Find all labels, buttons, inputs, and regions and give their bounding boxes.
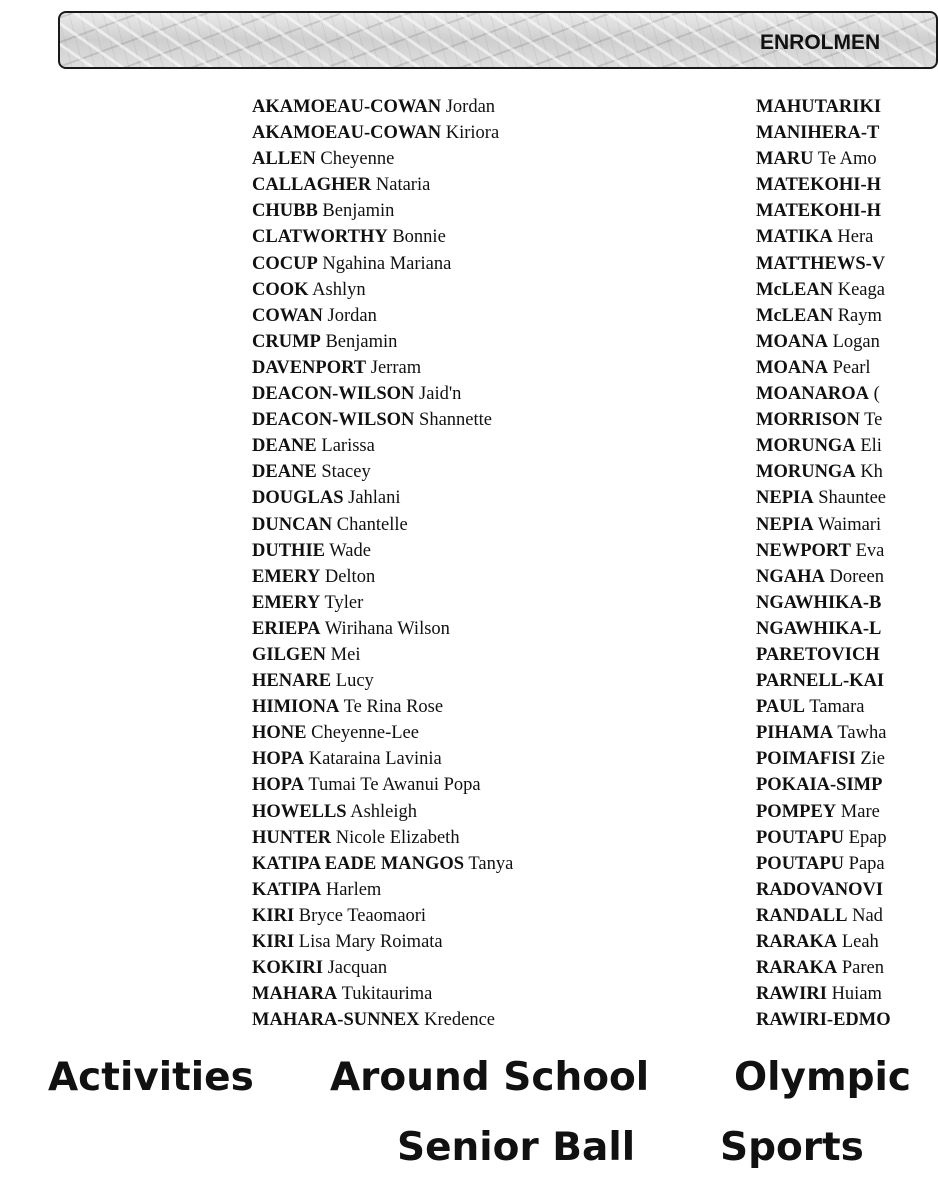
student-name-entry: [756, 433, 891, 459]
student-name-entry: [756, 694, 891, 720]
banner-title: ENROLMEN: [760, 31, 881, 54]
student-surname: DUTHIE: [252, 540, 325, 561]
student-given-name: Te Rina Rose: [343, 697, 444, 718]
student-surname: PIHAMA: [756, 723, 834, 744]
student-surname: RANDALL: [756, 905, 848, 926]
student-surname: POUTAPU: [756, 827, 845, 848]
student-given-name: Mare: [840, 801, 880, 822]
student-given-name: Kh: [860, 462, 883, 483]
student-name-entry: [252, 459, 513, 485]
student-surname: DEANE: [252, 462, 317, 483]
student-name-entry: [252, 120, 513, 146]
student-surname: AKAMOEAU-COWAN: [252, 97, 442, 117]
student-surname: HUNTER: [252, 827, 332, 848]
student-surname: NEWPORT: [756, 540, 851, 561]
student-given-name: Pearl: [832, 357, 871, 378]
student-name-entry: [252, 224, 513, 250]
sports-heading: Sports: [720, 1125, 864, 1170]
student-list-right: [756, 94, 891, 1033]
student-name-entry: [756, 329, 891, 355]
student-name-entry: [252, 1007, 513, 1033]
student-surname: COCUP: [252, 253, 318, 274]
student-name-entry: [756, 407, 891, 433]
student-surname: NEPIA: [756, 514, 814, 535]
student-surname: DEACON-WILSON: [252, 384, 415, 405]
student-name-entry: [252, 955, 513, 981]
student-name-entry: [252, 198, 513, 224]
student-given-name: Jahlani: [348, 488, 401, 509]
olympic-heading: Olympic: [734, 1055, 911, 1100]
student-given-name: Eli: [860, 436, 882, 457]
student-given-name: Ashleigh: [350, 801, 418, 822]
student-given-name: Ngahina Mariana: [322, 253, 452, 274]
student-surname: MANIHERA-T: [756, 123, 880, 144]
student-surname: MORRISON: [756, 410, 860, 431]
student-name-entry: [252, 251, 513, 277]
student-given-name: Jordan: [445, 97, 496, 117]
student-surname: McLEAN: [756, 305, 834, 326]
student-name-entry: [756, 851, 891, 877]
student-surname: KIRI: [252, 905, 295, 926]
student-name-entry: [756, 224, 891, 250]
student-name-entry: [252, 329, 513, 355]
student-given-name: Keaga: [837, 279, 885, 300]
student-surname: RADOVANOVI: [756, 879, 884, 900]
student-given-name: Tukitaurima: [341, 984, 433, 1005]
student-given-name: Delton: [324, 566, 376, 587]
student-given-name: Bryce Teaomaori: [298, 905, 427, 926]
student-given-name: Stacey: [321, 462, 371, 483]
student-surname: RARAKA: [756, 958, 838, 979]
student-name-entry: [252, 564, 513, 590]
student-surname: DEACON-WILSON: [252, 410, 415, 431]
student-surname: COWAN: [252, 305, 323, 326]
student-surname: CHUBB: [252, 201, 318, 222]
student-surname: McLEAN: [756, 279, 834, 300]
student-surname: PARNELL-KAI: [756, 671, 885, 692]
student-surname: RAWIRI: [756, 984, 827, 1005]
student-surname: PAUL: [756, 697, 805, 718]
student-name-entry: [756, 903, 891, 929]
student-given-name: Nataria: [375, 175, 431, 196]
student-name-entry: [756, 512, 891, 538]
student-surname: POMPEY: [756, 801, 837, 822]
student-given-name: Jaid'n: [419, 384, 462, 405]
student-given-name: Wade: [329, 540, 371, 561]
student-surname: MATTHEWS-V: [756, 253, 886, 274]
student-given-name: Nad: [852, 905, 883, 926]
student-list-left: [252, 94, 513, 1033]
student-name-entry: [756, 825, 891, 851]
student-given-name: Chantelle: [336, 514, 408, 535]
student-name-entry: [252, 668, 513, 694]
student-name-entry: [252, 825, 513, 851]
student-name-entry: [252, 799, 513, 825]
student-name-entry: [756, 277, 891, 303]
student-name-entry: [252, 616, 513, 642]
student-given-name: Raym: [837, 305, 882, 326]
student-name-entry: [756, 1007, 891, 1033]
student-surname: MAHUTARIKI: [756, 97, 882, 117]
student-name-entry: [252, 303, 513, 329]
student-name-entry: [252, 146, 513, 172]
student-name-entry: [756, 146, 891, 172]
student-given-name: Te Amo: [817, 149, 877, 170]
student-name-entry: [756, 720, 891, 746]
student-surname: PARETOVICH: [756, 644, 880, 665]
student-given-name: Benjamin: [322, 201, 395, 222]
student-surname: CALLAGHER: [252, 175, 372, 196]
student-surname: MARU: [756, 149, 814, 170]
student-given-name: Lucy: [335, 671, 374, 692]
student-given-name: Epap: [848, 827, 887, 848]
student-surname: HOPA: [252, 749, 305, 770]
student-name-entry: [252, 929, 513, 955]
student-surname: POIMAFISI: [756, 749, 856, 770]
student-name-entry: [756, 981, 891, 1007]
student-given-name: Lisa Mary Roimata: [298, 932, 443, 952]
student-name-entry: [252, 381, 513, 407]
student-name-entry: [756, 616, 891, 642]
student-given-name: Huiam: [831, 984, 882, 1005]
student-surname: CRUMP: [252, 331, 321, 352]
student-surname: GILGEN: [252, 644, 327, 665]
around-school-heading: Around School: [330, 1055, 650, 1100]
student-name-entry: [756, 772, 891, 798]
student-name-entry: [252, 355, 513, 381]
student-given-name: Tyler: [324, 592, 364, 613]
student-given-name: Shannette: [419, 410, 492, 431]
student-surname: DOUGLAS: [252, 488, 344, 509]
student-name-entry: [252, 694, 513, 720]
student-surname: AKAMOEAU-COWAN: [252, 123, 442, 144]
student-name-entry: [756, 355, 891, 381]
student-surname: DUNCAN: [252, 514, 333, 535]
student-name-entry: [756, 642, 891, 668]
student-surname: NGAWHIKA-L: [756, 618, 882, 639]
student-given-name: Benjamin: [325, 331, 398, 352]
student-name-entry: [252, 877, 513, 903]
student-surname: HIMIONA: [252, 697, 340, 718]
student-given-name: Cheyenne-Lee: [311, 723, 419, 744]
student-surname: MOANAROA: [756, 384, 870, 405]
student-surname: KOKIRI: [252, 958, 323, 979]
student-surname: POKAIA-SIMP: [756, 775, 883, 796]
student-name-entry: [252, 746, 513, 772]
student-name-entry: [252, 981, 513, 1007]
student-name-entry: [252, 851, 513, 877]
student-name-entry: [756, 538, 891, 564]
student-name-entry: [756, 668, 891, 694]
student-given-name: Te: [864, 410, 883, 431]
student-surname: KATIPA EADE MANGOS: [252, 853, 465, 874]
student-name-entry: [756, 198, 891, 224]
student-name-entry: [252, 772, 513, 798]
student-given-name: Doreen: [829, 566, 884, 587]
activities-heading: Activities: [48, 1055, 254, 1100]
student-given-name: Jordan: [327, 305, 377, 326]
student-given-name: Bonnie: [392, 227, 446, 248]
student-name-entry: [252, 172, 513, 198]
student-surname: MAHARA: [252, 984, 338, 1005]
student-name-entry: [252, 512, 513, 538]
student-surname: NGAWHIKA-B: [756, 592, 882, 613]
student-given-name: Eva: [855, 540, 885, 561]
student-name-entry: [252, 94, 513, 120]
student-given-name: Kiriora: [445, 123, 500, 144]
student-name-entry: [756, 459, 891, 485]
student-surname: EMERY: [252, 566, 321, 587]
student-name-entry: [252, 642, 513, 668]
student-name-entry: [756, 590, 891, 616]
senior-ball-heading: Senior Ball: [397, 1125, 636, 1170]
student-name-entry: [756, 94, 891, 120]
student-given-name: Tamara: [809, 697, 865, 718]
student-given-name: (: [873, 384, 880, 405]
student-given-name: Leah: [841, 932, 879, 952]
student-given-name: Cheyenne: [320, 149, 395, 170]
student-surname: MAHARA-SUNNEX: [252, 1010, 420, 1031]
student-surname: MORUNGA: [756, 462, 856, 483]
student-given-name: Zie: [860, 749, 885, 770]
student-surname: NGAHA: [756, 566, 825, 587]
student-given-name: Logan: [832, 331, 880, 352]
student-surname: ERIEPA: [252, 618, 321, 639]
student-given-name: Papa: [848, 853, 885, 874]
student-surname: DAVENPORT: [252, 357, 367, 378]
student-surname: RAWIRI-EDMO: [756, 1010, 891, 1031]
student-name-entry: [756, 799, 891, 825]
student-surname: MOANA: [756, 331, 828, 352]
student-surname: KIRI: [252, 932, 295, 952]
student-name-entry: [756, 251, 891, 277]
enrolment-banner: [58, 11, 938, 69]
student-surname: COOK: [252, 279, 309, 300]
student-name-entry: [756, 564, 891, 590]
student-surname: MATIKA: [756, 227, 833, 248]
student-given-name: Ashlyn: [312, 279, 366, 300]
student-surname: MATEKOHI-H: [756, 201, 882, 222]
student-name-entry: [756, 955, 891, 981]
student-given-name: Hera: [837, 227, 874, 248]
student-name-entry: [756, 746, 891, 772]
student-name-entry: [756, 485, 891, 511]
student-surname: KATIPA: [252, 879, 322, 900]
student-given-name: Larissa: [321, 436, 375, 457]
student-name-entry: [756, 120, 891, 146]
student-name-entry: [252, 433, 513, 459]
student-surname: HOWELLS: [252, 801, 347, 822]
student-surname: NEPIA: [756, 488, 814, 509]
student-name-entry: [252, 277, 513, 303]
student-name-entry: [252, 538, 513, 564]
student-surname: HONE: [252, 723, 307, 744]
student-surname: CLATWORTHY: [252, 227, 388, 248]
student-given-name: Waimari: [817, 514, 882, 535]
student-given-name: Harlem: [325, 879, 382, 900]
student-given-name: Wirihana Wilson: [324, 618, 450, 639]
student-given-name: Shauntee: [818, 488, 886, 509]
student-given-name: Nicole Elizabeth: [335, 827, 460, 848]
student-surname: RARAKA: [756, 932, 838, 952]
student-given-name: Kredence: [424, 1010, 496, 1031]
student-surname: EMERY: [252, 592, 321, 613]
student-surname: MOANA: [756, 357, 828, 378]
student-surname: HOPA: [252, 775, 305, 796]
student-given-name: Kataraina Lavinia: [308, 749, 442, 770]
student-name-entry: [252, 407, 513, 433]
student-name-entry: [252, 485, 513, 511]
student-given-name: Paren: [841, 958, 884, 979]
student-name-entry: [756, 877, 891, 903]
student-name-entry: [252, 903, 513, 929]
student-surname: MATEKOHI-H: [756, 175, 882, 196]
student-surname: MORUNGA: [756, 436, 856, 457]
student-name-entry: [252, 720, 513, 746]
student-name-entry: [252, 590, 513, 616]
student-surname: DEANE: [252, 436, 317, 457]
student-name-entry: [756, 172, 891, 198]
student-given-name: Mei: [330, 644, 361, 665]
student-given-name: Tanya: [468, 853, 514, 874]
student-name-entry: [756, 303, 891, 329]
student-given-name: Tumai Te Awanui Popa: [308, 775, 481, 796]
student-surname: ALLEN: [252, 149, 316, 170]
student-name-entry: [756, 381, 891, 407]
student-given-name: Jerram: [370, 357, 422, 378]
student-surname: POUTAPU: [756, 853, 845, 874]
student-given-name: Tawha: [837, 723, 887, 744]
student-surname: HENARE: [252, 671, 332, 692]
student-name-entry: [756, 929, 891, 955]
student-given-name: Jacquan: [327, 958, 388, 979]
